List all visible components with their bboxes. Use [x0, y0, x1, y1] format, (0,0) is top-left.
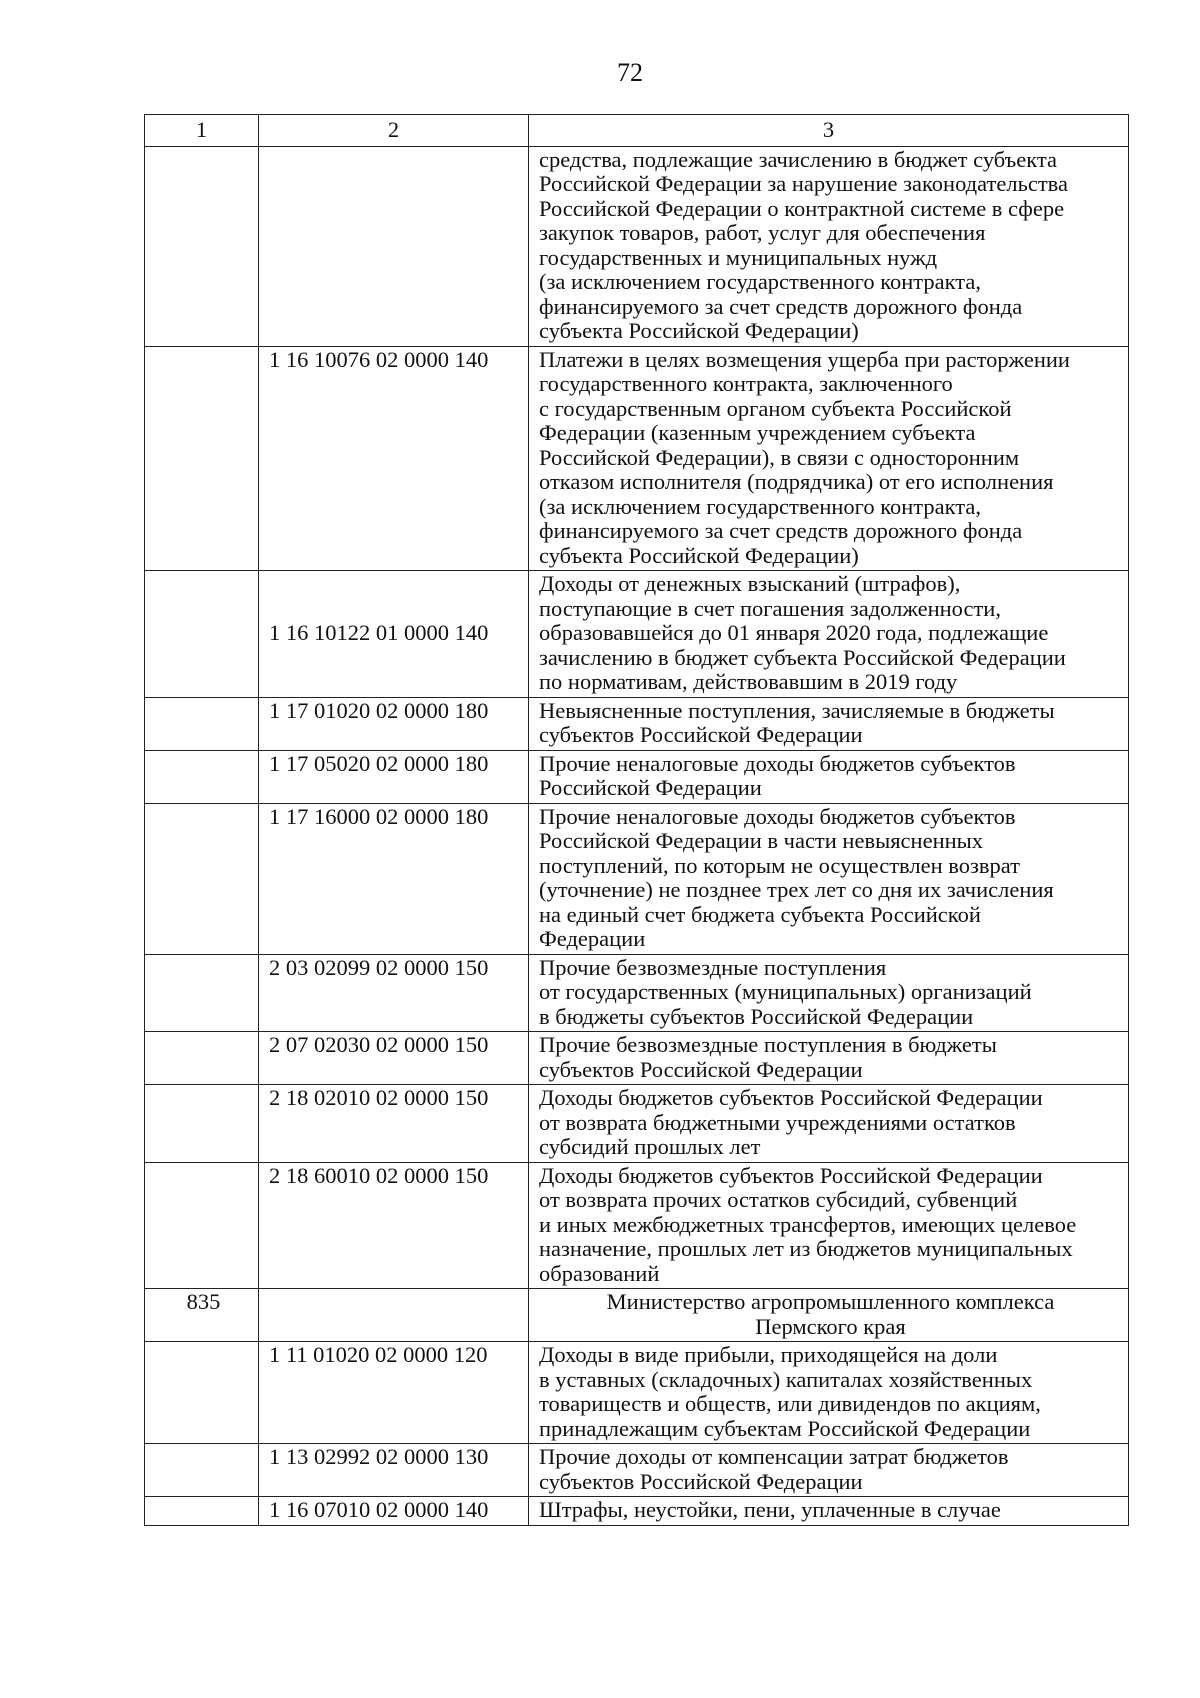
revenue-name-cell: Невыясненные поступления, зачисляемые в бюджеты субъектов Российской Федерации: [529, 697, 1129, 750]
budget-code-cell: 1 11 01020 02 0000 120: [259, 1342, 529, 1444]
budget-code-cell: 1 17 16000 02 0000 180: [259, 803, 529, 954]
admin-code-cell: [145, 1342, 259, 1444]
revenue-name-cell: Прочие неналоговые доходы бюджетов субъектов Российской Федерации: [529, 750, 1129, 803]
admin-code-cell: [145, 346, 259, 571]
table-row: [145, 1085, 1129, 1163]
admin-code-cell: [145, 954, 259, 1032]
revenue-name-cell: Платежи в целях возмещения ущерба при расторжении государственного контракта, заключенного с государственным органом субъекта Российской Федерации (казенным учреждением субъекта Российской Федерации), в связи с односторонним отказом исполнителя (подрядчика) от его исполнения (за исключением государственного контракта, финансируемого за счет средств дорожного фонда субъекта Российской Федерации): [529, 346, 1129, 571]
admin-code-cell: [145, 750, 259, 803]
admin-code-cell: [145, 697, 259, 750]
table-row: [145, 750, 1129, 803]
revenue-name-cell: Прочие доходы от компенсации затрат бюджетов субъектов Российской Федерации: [529, 1444, 1129, 1497]
table-row: [145, 1162, 1129, 1289]
admin-code-cell: [145, 1497, 259, 1526]
admin-code-cell: [145, 1085, 259, 1163]
header-col-2: 2: [259, 115, 529, 147]
table-row: [145, 1497, 1129, 1526]
admin-code-cell: [145, 1162, 259, 1289]
page-number: 72: [617, 58, 643, 87]
budget-code-cell: 2 03 02099 02 0000 150: [259, 954, 529, 1032]
admin-code-cell: [145, 803, 259, 954]
budget-code-cell: 1 16 10122 01 0000 140: [259, 571, 529, 698]
table-header: [145, 115, 1129, 147]
admin-code-cell: [145, 1032, 259, 1085]
table-row: [145, 954, 1129, 1032]
revenue-name-cell: Прочие неналоговые доходы бюджетов субъектов Российской Федерации в части невыясненных поступлений, по которым не осуществлен возврат (уточнение) не позднее трех лет со дня их зачисления на единый счет бюджета субъекта Российской Федерации: [529, 803, 1129, 954]
revenue-name-cell: Доходы от денежных взысканий (штрафов), поступающие в счет погашения задолженности, образовавшейся до 01 января 2020 года, подлежащие зачислению в бюджет субъекта Российской Федерации по нормативам, действовавшим в 2019 году: [529, 571, 1129, 698]
table-row: [145, 571, 1129, 698]
table-row: [145, 146, 1129, 346]
table-row: [145, 346, 1129, 571]
admin-code-cell: [145, 146, 259, 346]
budget-code-cell: 1 16 10076 02 0000 140: [259, 346, 529, 571]
revenue-name-cell: Доходы бюджетов субъектов Российской Федерации от возврата прочих остатков субсидий, субвенций и иных межбюджетных трансфертов, имеющих целевое назначение, прошлых лет из бюджетов муниципальных образований: [529, 1162, 1129, 1289]
revenue-codes-table: [144, 114, 1129, 1526]
budget-code-cell: 2 18 60010 02 0000 150: [259, 1162, 529, 1289]
budget-code-cell: [259, 1289, 529, 1342]
table-row-ministry: [145, 1289, 1129, 1342]
table-body: [145, 146, 1129, 1525]
admin-code-cell: 835: [145, 1289, 259, 1342]
header-col-3: 3: [529, 115, 1129, 147]
revenue-name-cell: Прочие безвозмездные поступления от государственных (муниципальных) организаций в бюджеты субъектов Российской Федерации: [529, 954, 1129, 1032]
budget-code-cell: 1 16 07010 02 0000 140: [259, 1497, 529, 1526]
revenue-name-cell: Доходы бюджетов субъектов Российской Федерации от возврата бюджетными учреждениями остатков субсидий прошлых лет: [529, 1085, 1129, 1163]
table-row: [145, 1032, 1129, 1085]
budget-code-cell: 1 17 05020 02 0000 180: [259, 750, 529, 803]
revenue-name-cell: Доходы в виде прибыли, приходящейся на доли в уставных (складочных) капиталах хозяйственных товариществ и обществ, или дивидендов по акциям, принадлежащим субъектам Российской Федерации: [529, 1342, 1129, 1444]
table-row: [145, 697, 1129, 750]
admin-code-cell: [145, 571, 259, 698]
budget-code-cell: 1 17 01020 02 0000 180: [259, 697, 529, 750]
admin-code-cell: [145, 1444, 259, 1497]
header-col-1: 1: [145, 115, 259, 147]
revenue-name-cell: Штрафы, неустойки, пени, уплаченные в случае: [529, 1497, 1129, 1526]
budget-code-cell: 1 13 02992 02 0000 130: [259, 1444, 529, 1497]
revenue-name-cell: средства, подлежащие зачислению в бюджет субъекта Российской Федерации за нарушение законодательства Российской Федерации о контрактной системе в сфере закупок товаров, работ, услуг для обеспечения государственных и муниципальных нужд (за исключением государственного контракта, финансируемого за счет средств дорожного фонда субъекта Российской Федерации): [529, 146, 1129, 346]
revenue-name-cell: Прочие безвозмездные поступления в бюджеты субъектов Российской Федерации: [529, 1032, 1129, 1085]
ministry-name-cell: Министерство агропромышленного комплекса Пермского края: [529, 1289, 1129, 1342]
budget-code-cell: [259, 146, 529, 346]
budget-code-cell: 2 07 02030 02 0000 150: [259, 1032, 529, 1085]
table-row: [145, 1342, 1129, 1444]
table-row: [145, 803, 1129, 954]
table-row: [145, 1444, 1129, 1497]
header-row: [145, 115, 1129, 147]
budget-code-cell: 2 18 02010 02 0000 150: [259, 1085, 529, 1163]
